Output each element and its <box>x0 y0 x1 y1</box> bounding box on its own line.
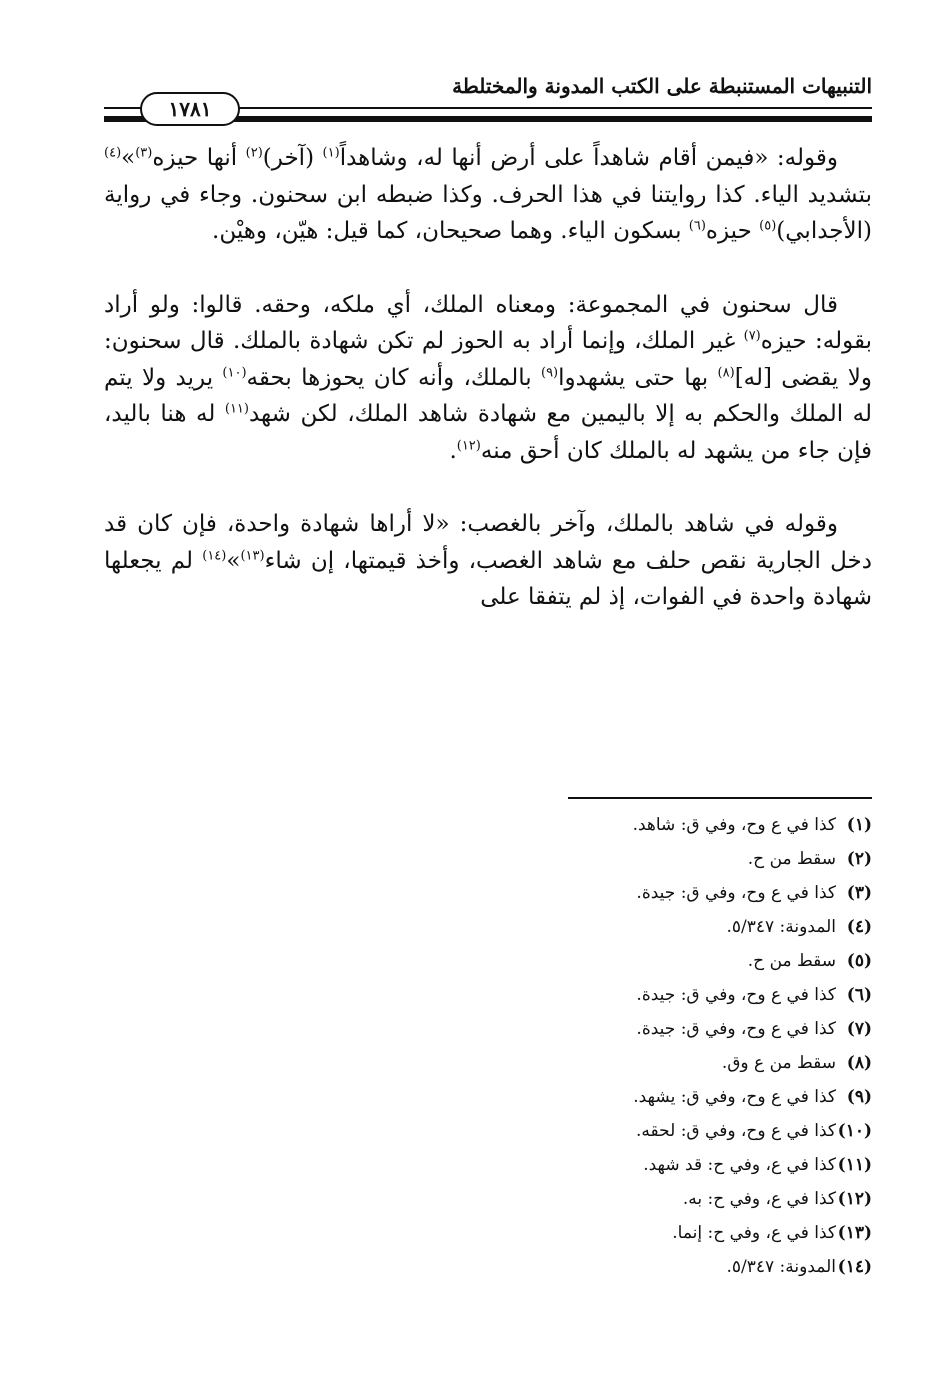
footnote-ref-8: (٨) <box>717 364 735 380</box>
footnote-item: (١)كذا في ع وح، وفي ق: شاهد. <box>632 815 872 835</box>
page-number: ١٧٨١ <box>140 92 240 126</box>
footnote-ref-11: (١١) <box>224 401 249 417</box>
footnotes-list <box>452 808 872 1284</box>
footnote-ref-9: (٩) <box>540 364 559 380</box>
footnote-item: (١٤)المدونة: ٥/٣٤٧. <box>726 1257 872 1277</box>
footnote-ref-12: (١٢) <box>456 437 481 453</box>
footnote-ref-14: (١٤) <box>202 547 227 563</box>
footnote-item: (٦)كذا في ع وح، وفي ق: جيدة. <box>636 985 872 1005</box>
footnote-item: (٨)سقط من ع وق. <box>721 1053 872 1073</box>
footnote-separator <box>568 797 872 799</box>
main-text <box>104 140 872 616</box>
footnote-ref-13: (١٣) <box>240 547 265 563</box>
footnote-ref-2: (٢) <box>245 145 263 161</box>
footnote-item: (١١)كذا في ع، وفي ح: قد شهد. <box>643 1155 872 1175</box>
footnote-ref-4: (٤) <box>104 145 122 161</box>
footnote-item: (٥)سقط من ح. <box>747 951 872 971</box>
running-title: التنبيهات المستنبطة على الكتب المدونة والمختلطة <box>452 74 872 98</box>
footnote-item: (١٣)كذا في ع، وفي ح: إنما. <box>672 1223 872 1243</box>
footnote-item: (٩)كذا في ع وح، وفي ق: يشهد. <box>633 1087 872 1107</box>
footnote-ref-5: (٥) <box>759 218 777 234</box>
footnote-ref-6: (٦) <box>688 218 706 234</box>
footnote-item: (٤)المدونة: ٥/٣٤٧. <box>726 917 872 937</box>
footnote-item: (١٠)كذا في ع وح، وفي ق: لحقه. <box>636 1121 872 1141</box>
footnote-ref-10: (١٠) <box>222 364 247 380</box>
paragraph-2: قال سحنون في المجموعة: ومعناه الملك، أي ملكه، وحقه. قالوا: ولو أراد بقوله: حيزه$^{(٧)}$ غير الملك، وإنما أراد به الحوز لم تكن شهادة بالملك. قال سحنون: ولا يقضى [له]$^{(٨)}$ بها حتى يشهدوا$^{(٩)}$ بالملك، وأنه كان يحوزها بحقه$^{(١٠)}$ يريد ولا يتم له الملك والحكم به إلا باليمين مع شهادة شاهد الملك، لكن شهد$^{(١١)}$ له هنا باليد، فإن جاء من يشهد له بالملك كان أحق منه$^{(١٢)}$. <box>104 291 873 464</box>
footnote-ref-3: (٣) <box>135 145 153 161</box>
footnote-ref-1: (١) <box>322 145 340 161</box>
paragraph-1: وقوله: «فيمن أقام شاهداً على أرض أنها له، وشاهداً$^{(١)}$ (آخر)$^{(٢)}$ أنها حيزه$^{(٣)}$»$^{(٤)}$ بتشديد الياء. كذا روايتنا في هذا الحرف. وكذا ضبطه ابن سحنون. وجاء في رواية (الأجدابي)$^{(٥)}$ حيزه$^{(٦)}$ بسكون الياء. وهما صحيحان، كما قيل: هيّن، وهيْن. <box>104 145 872 244</box>
footnote-item: (٢)سقط من ح. <box>747 849 872 869</box>
footnote-ref-7: (٧) <box>743 328 761 344</box>
footnote-item: (٣)كذا في ع وح، وفي ق: جيدة. <box>636 883 872 903</box>
footnote-item: (٧)كذا في ع وح، وفي ق: جيدة. <box>636 1019 872 1039</box>
footnote-item: (١٢)كذا في ع، وفي ح: به. <box>682 1189 872 1209</box>
paragraph-3: وقوله في شاهد بالملك، وآخر بالغصب: «لا أراها شهادة واحدة، فإن كان قد دخل الجارية نقص حلف مع شاهد الغصب، وأخذ قيمتها، إن شاء$^{(١٣)}$»$^{(١٤)}$ لم يجعلها شهادة واحدة في الفوات، إذ لم يتفقا على <box>104 511 872 610</box>
